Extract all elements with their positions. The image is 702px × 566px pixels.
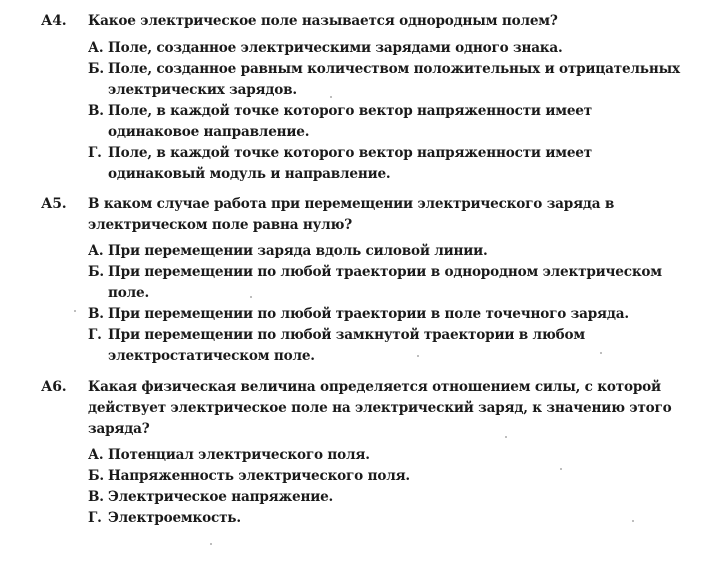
option-text: Потенциал электрического поля. (108, 447, 370, 463)
option-text: Поле, в каждой точке которого вектор напряженности имеет одинаковый модуль и направление. (108, 145, 592, 182)
option-letter: А. (88, 447, 104, 463)
option-letter: Г. (88, 145, 102, 161)
scan-speck (74, 310, 76, 312)
option-letter: В. (88, 103, 104, 119)
answer-option (88, 445, 684, 466)
answer-option (88, 59, 684, 101)
question-text: Какая физическая величина определяется отношением силы, с которой действует электрическое поле на электрический заряд, к значению этого заряда? (88, 379, 672, 437)
option-letter: А. (88, 243, 104, 259)
scan-speck (632, 520, 634, 522)
scan-speck (600, 352, 602, 354)
answer-options (88, 241, 684, 367)
answer-options (88, 445, 684, 529)
option-text: Электрическое напряжение. (108, 489, 334, 505)
question-number: А5. (41, 196, 67, 212)
option-text: Поле, в каждой точке которого вектор напряженности имеет одинаковое направление. (108, 103, 592, 140)
question-text: Какое электрическое поле называется однородным полем? (88, 13, 558, 29)
option-letter: Г. (88, 510, 102, 526)
answer-option (88, 262, 684, 304)
option-text: Поле, созданное равным количеством положительных и отрицательных электрических зарядов. (108, 61, 680, 98)
option-letter: Б. (88, 468, 104, 484)
answer-option (88, 38, 684, 59)
cropped-previous-line (170, 0, 550, 5)
answer-option (88, 508, 684, 529)
scan-speck (210, 543, 212, 545)
scan-speck (330, 96, 332, 98)
answer-option (88, 241, 684, 262)
option-letter: Б. (88, 61, 104, 77)
scan-speck (560, 468, 562, 470)
option-letter: В. (88, 306, 104, 322)
answer-option (88, 101, 684, 143)
option-text: При перемещении по любой замкнутой траектории в любом электростатическом поле. (108, 327, 585, 364)
option-letter: Б. (88, 264, 104, 280)
scan-speck (250, 296, 252, 298)
option-text: Напряженность электрического поля. (108, 468, 410, 484)
option-letter: В. (88, 489, 104, 505)
scan-speck (505, 436, 507, 438)
option-text: Электроемкость. (108, 510, 241, 526)
scan-speck (417, 355, 419, 357)
option-text: При перемещении заряда вдоль силовой линии. (108, 243, 488, 259)
answer-option (88, 143, 684, 185)
option-letter: А. (88, 40, 104, 56)
question-text: В каком случае работа при перемещении электрического заряда в электрическом поле равна нулю? (88, 196, 615, 233)
answer-option (88, 325, 684, 367)
option-letter: Г. (88, 327, 102, 343)
answer-option (88, 466, 684, 487)
question-number: А6. (41, 379, 67, 395)
answer-options (88, 38, 684, 185)
option-text: При перемещении по любой траектории в однородном электрическом поле. (108, 264, 662, 301)
answer-option (88, 304, 684, 325)
option-text: При перемещении по любой траектории в поле точечного заряда. (108, 306, 629, 322)
question-number: А4. (41, 13, 67, 29)
answer-option (88, 487, 684, 508)
option-text: Поле, созданное электрическими зарядами одного знака. (108, 40, 563, 56)
